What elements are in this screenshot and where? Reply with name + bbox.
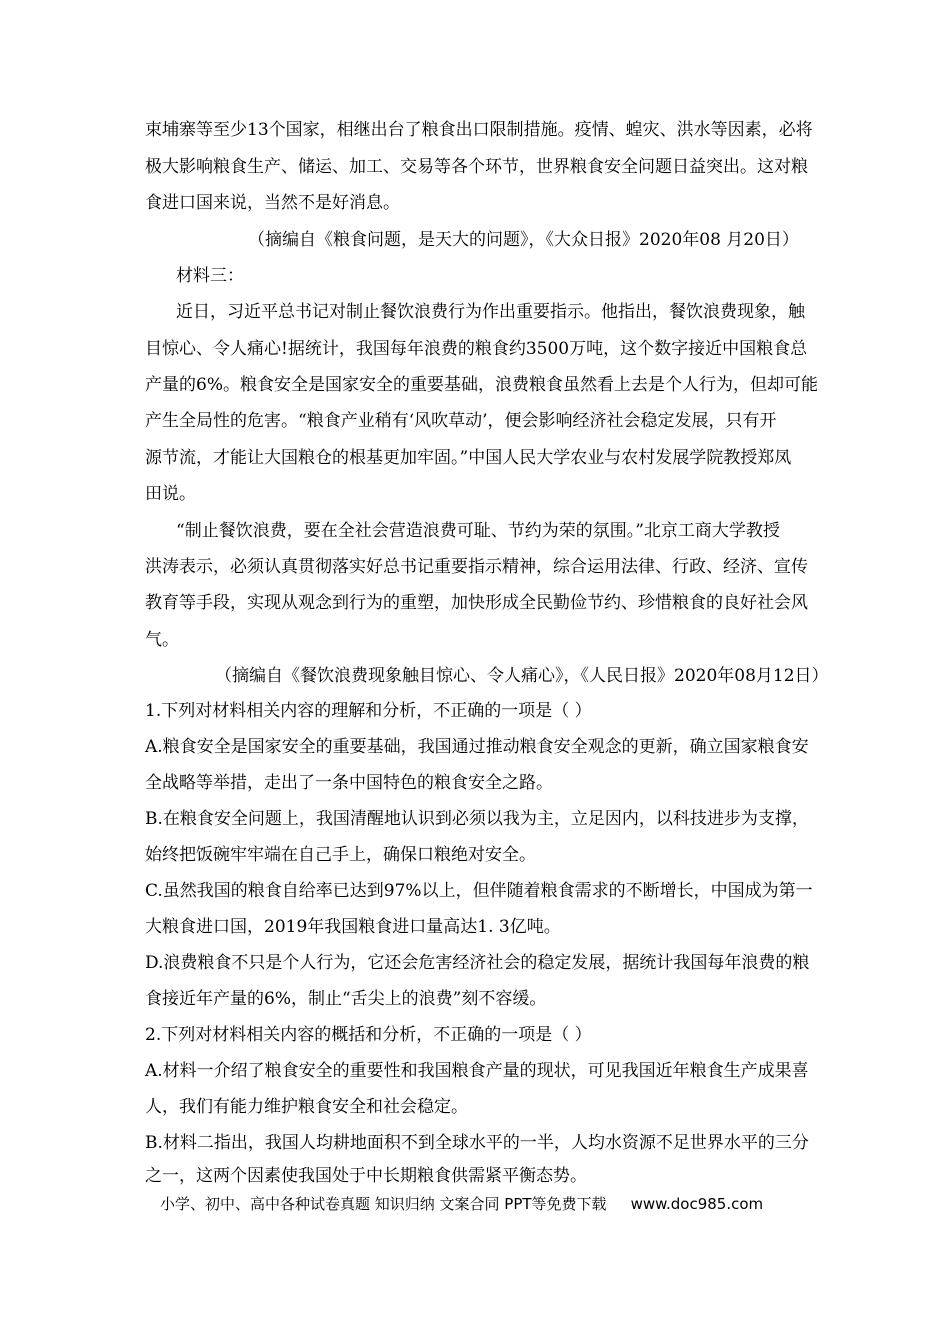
body-line: 洪涛表示，必须认真贯彻落实好总书记重要指示精神，综合运用法律、行政、经济、宣传 xyxy=(145,557,808,577)
option-line: 人，我们有能力维护粮食安全和社会稳定。 xyxy=(145,1097,468,1117)
footer-text: 小学、初中、高中各种试卷真题 知识归纳 文案合同 PPT等免费下载 xyxy=(160,1195,607,1213)
option-line: D.浪费粮食不只是个人行为，它还会危害经济社会的稳定发展，据统计我国每年浪费的粮 xyxy=(145,953,810,973)
option-line: B.材料二指出，我国人均耕地面积不到全球水平的一半，人均水资源不足世界水平的三分 xyxy=(145,1133,809,1153)
body-line: 产量的6%。粮食安全是国家安全的重要基础，浪费粮食虽然看上去是个人行为，但却可能 xyxy=(145,375,818,395)
source-citation: （摘编自《餐饮浪费现象触目惊心、令人痛心》，《人民日报》2020年08月12日） xyxy=(215,666,829,686)
option-line: B.在粮食安全问题上，我国清醒地认识到必须以我为主，立足因内，以科技进步为支撑， xyxy=(145,809,809,829)
body-line: 源节流，才能让大国粮仓的根基更加牢固。”中国人民大学农业与农村发展学院教授郑凤 xyxy=(145,448,792,468)
page-footer xyxy=(160,1193,763,1214)
body-line: “制止餐饮浪费，要在全社会营造浪费可耻、节约为荣的氛围。”北京工商大学教授 xyxy=(176,521,780,541)
body-line: 产生全局性的危害。“粮食产业稍有‘风吹草动’，便会影响经济社会稳定发展，只有开 xyxy=(145,411,777,431)
question-stem: 2.下列对材料相关内容的概括和分析，不正确的一项是（ ） xyxy=(145,1025,592,1045)
body-line: 极大影响粮食生产、储运、加工、交易等各个环节，世界粮食安全问题日益突出。这对粮 xyxy=(145,157,808,177)
body-line: 束埔寨等至少13个国家，相继出台了粮食出口限制措施。疫情、蝗灾、洪水等因素，必将 xyxy=(145,120,813,140)
source-citation: （摘编自《粮食问题，是天大的问题》，《大众日报》2020年08 月20日） xyxy=(248,230,799,250)
body-line: 目惊心、令人痛心!据统计，我国每年浪费的粮食约3500万吨，这个数字接近中国粮食总 xyxy=(145,339,808,359)
body-line: 近日，习近平总书记对制止餐饮浪费行为作出重要指示。他指出，餐饮浪费现象，触 xyxy=(176,302,805,322)
option-line: 之一，这两个因素使我国处于中长期粮食供需紧平衡态势。 xyxy=(145,1166,587,1186)
option-line: A.材料一介绍了粮食安全的重要性和我国粮食产量的现状，可见我国近年粮食生产成果喜 xyxy=(145,1061,809,1081)
option-line: 始终把饭碗牢牢端在自己手上，确保口粮绝对安全。 xyxy=(145,845,536,865)
option-line: A.粮食安全是国家安全的重要基础，我国通过推动粮食安全观念的更新，确立国家粮食安 xyxy=(145,737,809,757)
material-heading: 材料三： xyxy=(176,266,244,286)
option-line: 大粮食进口国，2019年我国粮食进口量高达1. 3亿吨。 xyxy=(145,917,561,937)
option-line: C.虽然我国的粮食自给率已达到97%以上，但伴随着粮食需求的不断增长，中国成为第一 xyxy=(145,881,813,901)
question-stem: 1.下列对材料相关内容的理解和分析，不正确的一项是（ ） xyxy=(145,701,592,721)
option-line: 食接近年产量的6%，制止“舌尖上的浪费”刻不容缓。 xyxy=(145,989,547,1009)
body-line: 教育等手段，实现从观念到行为的重塑，加快形成全民勤俭节约、珍惜粮食的良好社会风 xyxy=(145,593,808,613)
body-line: 气。 xyxy=(145,630,179,650)
footer-link[interactable]: www.doc985.com xyxy=(630,1195,764,1213)
body-line: 田说。 xyxy=(145,484,196,504)
option-line: 全战略等举措，走出了一条中国特色的粮食安全之路。 xyxy=(145,773,553,793)
body-line: 食进口国来说，当然不是好消息。 xyxy=(145,193,400,213)
